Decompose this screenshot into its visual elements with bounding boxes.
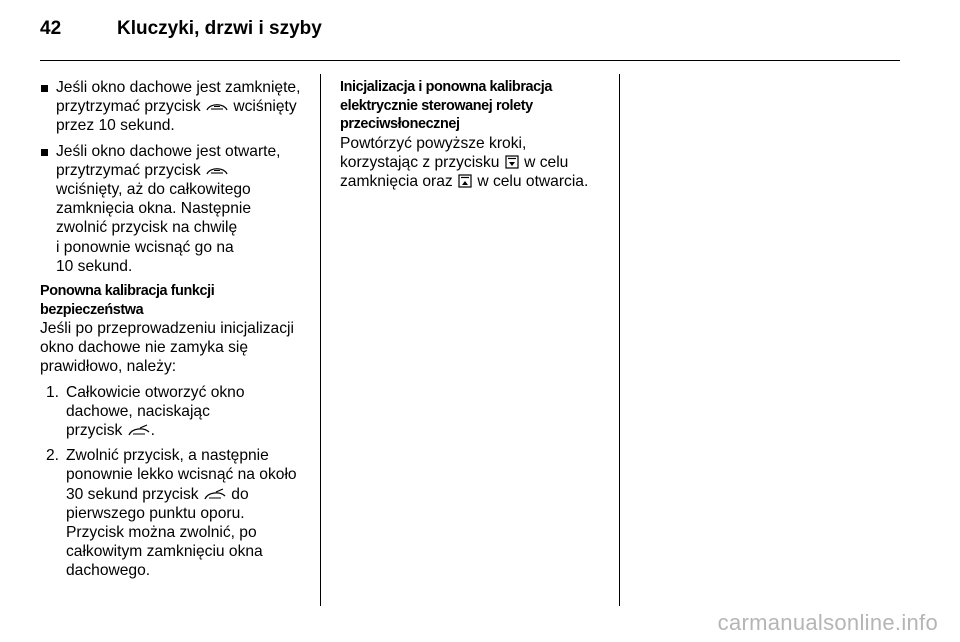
sunroof-close-icon bbox=[206, 101, 228, 113]
sunroof-open-icon bbox=[204, 488, 226, 501]
numbered-step bbox=[40, 446, 312, 580]
blind-close-icon bbox=[505, 155, 519, 169]
text-line: 10 sekund. bbox=[56, 257, 133, 275]
numbered-step bbox=[40, 383, 312, 441]
text-line: ponownie lekko wcisnąć na około bbox=[66, 466, 297, 484]
bullet-item bbox=[40, 142, 312, 276]
section-heading: Inicjalizacja i ponowna kalibracja elektrycznie sterowanej rolety przeciwsłonecznej bbox=[340, 79, 552, 132]
page-number: 42 bbox=[40, 18, 62, 39]
text-line: Jeśli okno dachowe jest otwarte, bbox=[56, 142, 281, 160]
text-line: wciśnięty, aż do całkowitego bbox=[56, 181, 251, 199]
text-line: Jeśli po przeprowadzeniu inicjalizacji bbox=[40, 320, 294, 338]
text-line: przytrzymać przycisk bbox=[56, 161, 312, 180]
header-rule bbox=[40, 60, 900, 61]
text-line: prawidłowo, należy: bbox=[40, 358, 177, 376]
text-line: zamknięcia oraz w celu otwarcia. bbox=[340, 172, 589, 190]
sunroof-open-icon bbox=[128, 424, 150, 437]
left-column bbox=[40, 78, 312, 581]
text-line: okno dachowe nie zamyka się bbox=[40, 339, 249, 357]
page-title: Kluczyki, drzwi i szyby bbox=[117, 18, 322, 39]
text-line: przez 10 sekund. bbox=[56, 117, 175, 135]
section-heading: Ponowna kalibracja funkcji bezpieczeństwa bbox=[40, 283, 215, 318]
column-divider-right bbox=[619, 74, 620, 606]
text-line: Zwolnić przycisk, a następnie bbox=[66, 447, 269, 465]
text-line: zwolnić przycisk na chwilę bbox=[56, 219, 238, 237]
bullet-marker bbox=[41, 149, 48, 156]
text-line: korzystając z przycisku w celu bbox=[340, 153, 569, 171]
text-line: całkowitym zamknięciu okna bbox=[66, 543, 263, 561]
text-line: i ponownie wcisnąć go na bbox=[56, 238, 234, 256]
text-line: dachowego. bbox=[66, 562, 151, 580]
step-number: 2. bbox=[46, 447, 60, 465]
text-line: 30 sekund przycisk do bbox=[66, 485, 249, 503]
text-line: Przycisk można zwolnić, po bbox=[66, 524, 257, 542]
text-line: zamknięcia okna. Następnie bbox=[56, 200, 252, 218]
blind-open-icon bbox=[458, 174, 472, 188]
text-line: przycisk . bbox=[66, 422, 156, 440]
text-line: dachowe, naciskając bbox=[66, 402, 210, 420]
sunroof-close-icon bbox=[206, 165, 228, 177]
middle-column bbox=[340, 78, 612, 191]
column-divider-left bbox=[320, 74, 321, 606]
text-line: przytrzymać przycisk wciśnięty bbox=[56, 98, 297, 116]
text-line: pierwszego punktu oporu. bbox=[66, 504, 245, 522]
step-number: 1. bbox=[46, 383, 60, 401]
bullet-marker bbox=[41, 85, 48, 92]
bullet-item bbox=[40, 78, 312, 136]
text-line: Całkowicie otworzyć okno bbox=[66, 383, 245, 401]
watermark: carmanualsonline.info bbox=[717, 610, 938, 635]
text-line: Jeśli okno dachowe jest zamknięte, bbox=[56, 79, 301, 96]
text-line: Powtórzyć powyższe kroki, bbox=[340, 134, 527, 152]
